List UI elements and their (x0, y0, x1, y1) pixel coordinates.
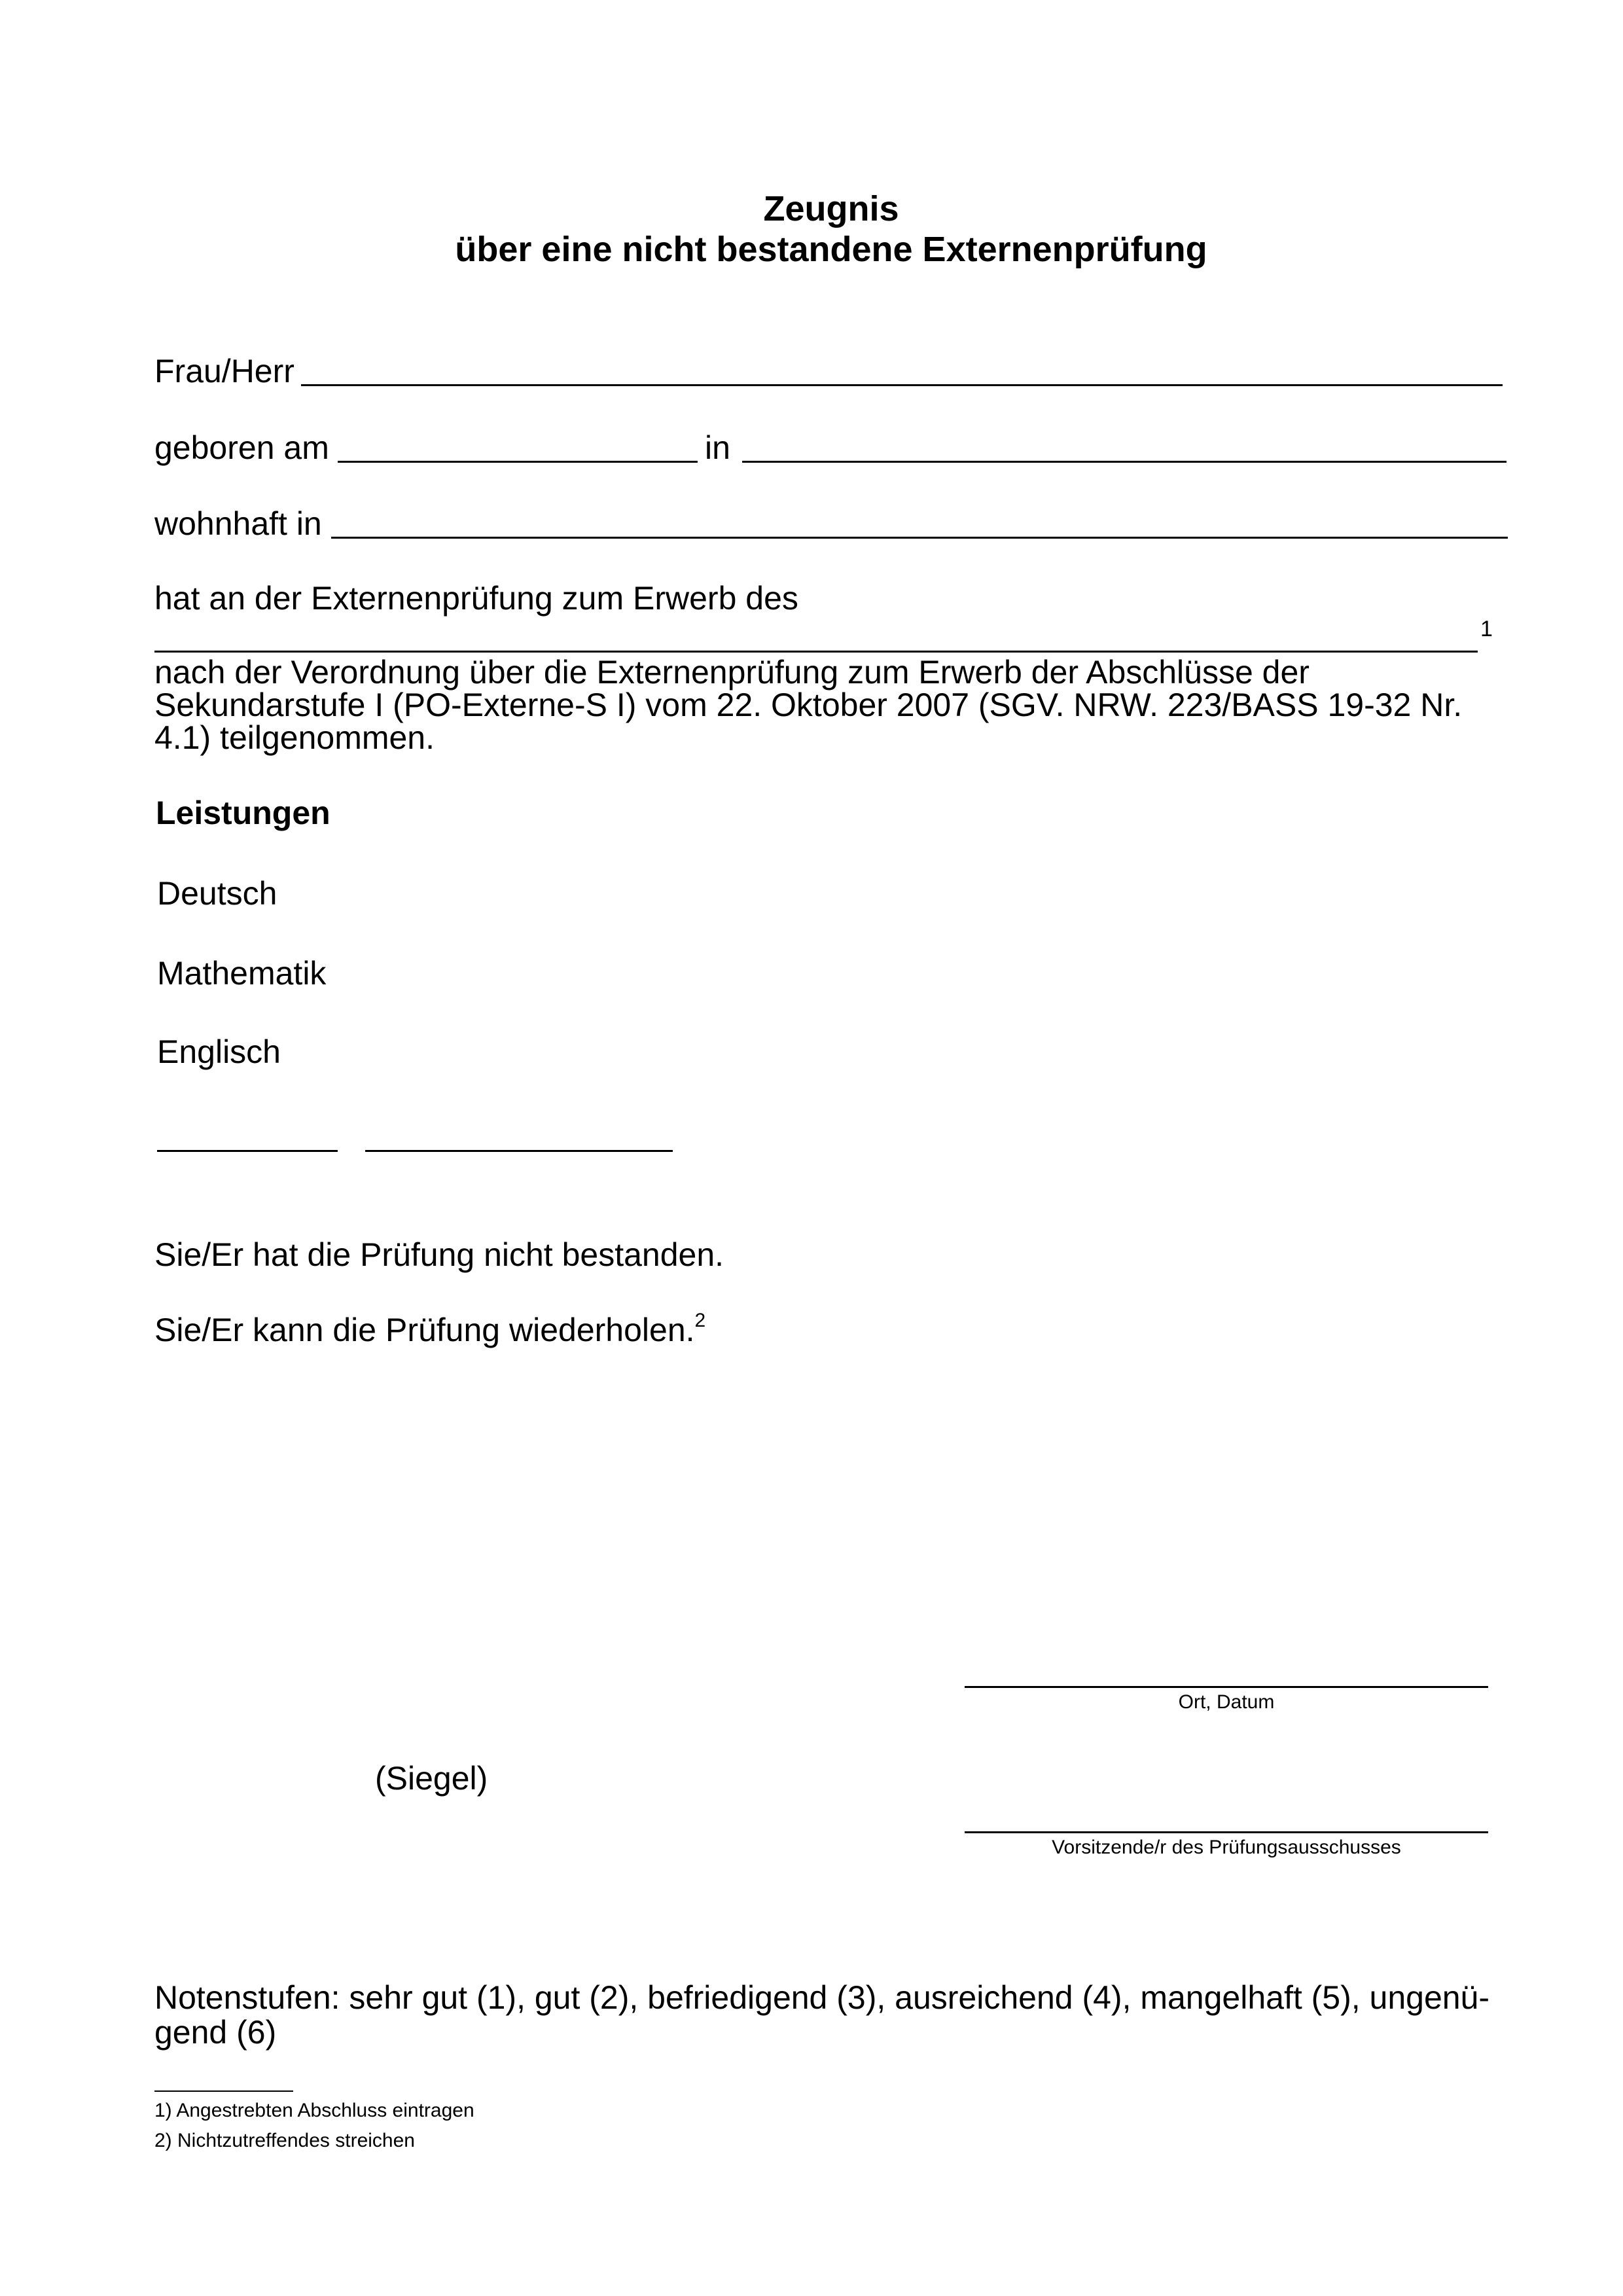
birthplace-field-line[interactable] (742, 461, 1507, 463)
footnote-ref-1: 1 (1480, 617, 1493, 641)
name-label: Frau/Herr (154, 353, 294, 389)
regulation-line-2: Sekundarstufe I (PO-Externe-S I) vom 22. Oktober 2007 (SGV. NRW. 223/BASS 19-32 Nr. (154, 687, 1463, 723)
chair-label: Vorsitzende/r des Prüfungsausschusses (1052, 1837, 1401, 1858)
chair-signature-line[interactable] (965, 1831, 1488, 1833)
grades-line-2: gend (6) (154, 2014, 277, 2051)
birthplace-label: in (705, 429, 730, 466)
performance-heading: Leistungen (156, 795, 330, 831)
exam-intro: hat an der Externenprüfung zum Erwerb des (154, 580, 798, 617)
extra-grade-field-line[interactable] (365, 1150, 673, 1152)
degree-field-line[interactable] (154, 651, 1478, 653)
result-repeat (154, 1312, 705, 1353)
regulation-line-1: nach der Verordnung über die Externenprüfung zum Erwerb der Abschlüsse der (154, 654, 1310, 691)
subject-german: Deutsch (157, 875, 277, 912)
footnote-2: 2) Nichtzutreffendes streichen (154, 2130, 415, 2151)
document-title: Zeugnis (763, 189, 899, 228)
residence-field-line[interactable] (331, 537, 1508, 539)
born-label: geboren am (154, 429, 329, 466)
subject-math: Mathematik (157, 955, 327, 992)
seal-label: (Siegel) (375, 1760, 488, 1797)
subject-english: Englisch (157, 1033, 281, 1070)
result-repeat-text: Sie/Er kann die Prüfung wiederholen. (154, 1312, 695, 1348)
extra-subject-field-line[interactable] (157, 1150, 338, 1152)
place-date-label: Ort, Datum (1178, 1691, 1275, 1713)
regulation-line-3: 4.1) teilgenommen. (154, 719, 435, 756)
grades-line-1: Notenstufen: sehr gut (1), gut (2), befriedigend (3), ausreichend (4), mangelhaft (5), ungenü- (154, 1979, 1490, 2016)
document-subtitle: über eine nicht bestandene Externenprüfung (455, 230, 1207, 269)
footnote-ref-2: 2 (694, 1310, 706, 1331)
result-failed: Sie/Er hat die Prüfung nicht bestanden. (154, 1236, 724, 1273)
footnote-separator (154, 2090, 293, 2092)
name-field-line[interactable] (301, 384, 1503, 386)
place-date-line[interactable] (965, 1686, 1488, 1688)
footnote-1: 1) Angestrebten Abschluss eintragen (154, 2100, 474, 2121)
birthdate-field-line[interactable] (338, 461, 698, 463)
residence-label: wohnhaft in (154, 505, 322, 542)
